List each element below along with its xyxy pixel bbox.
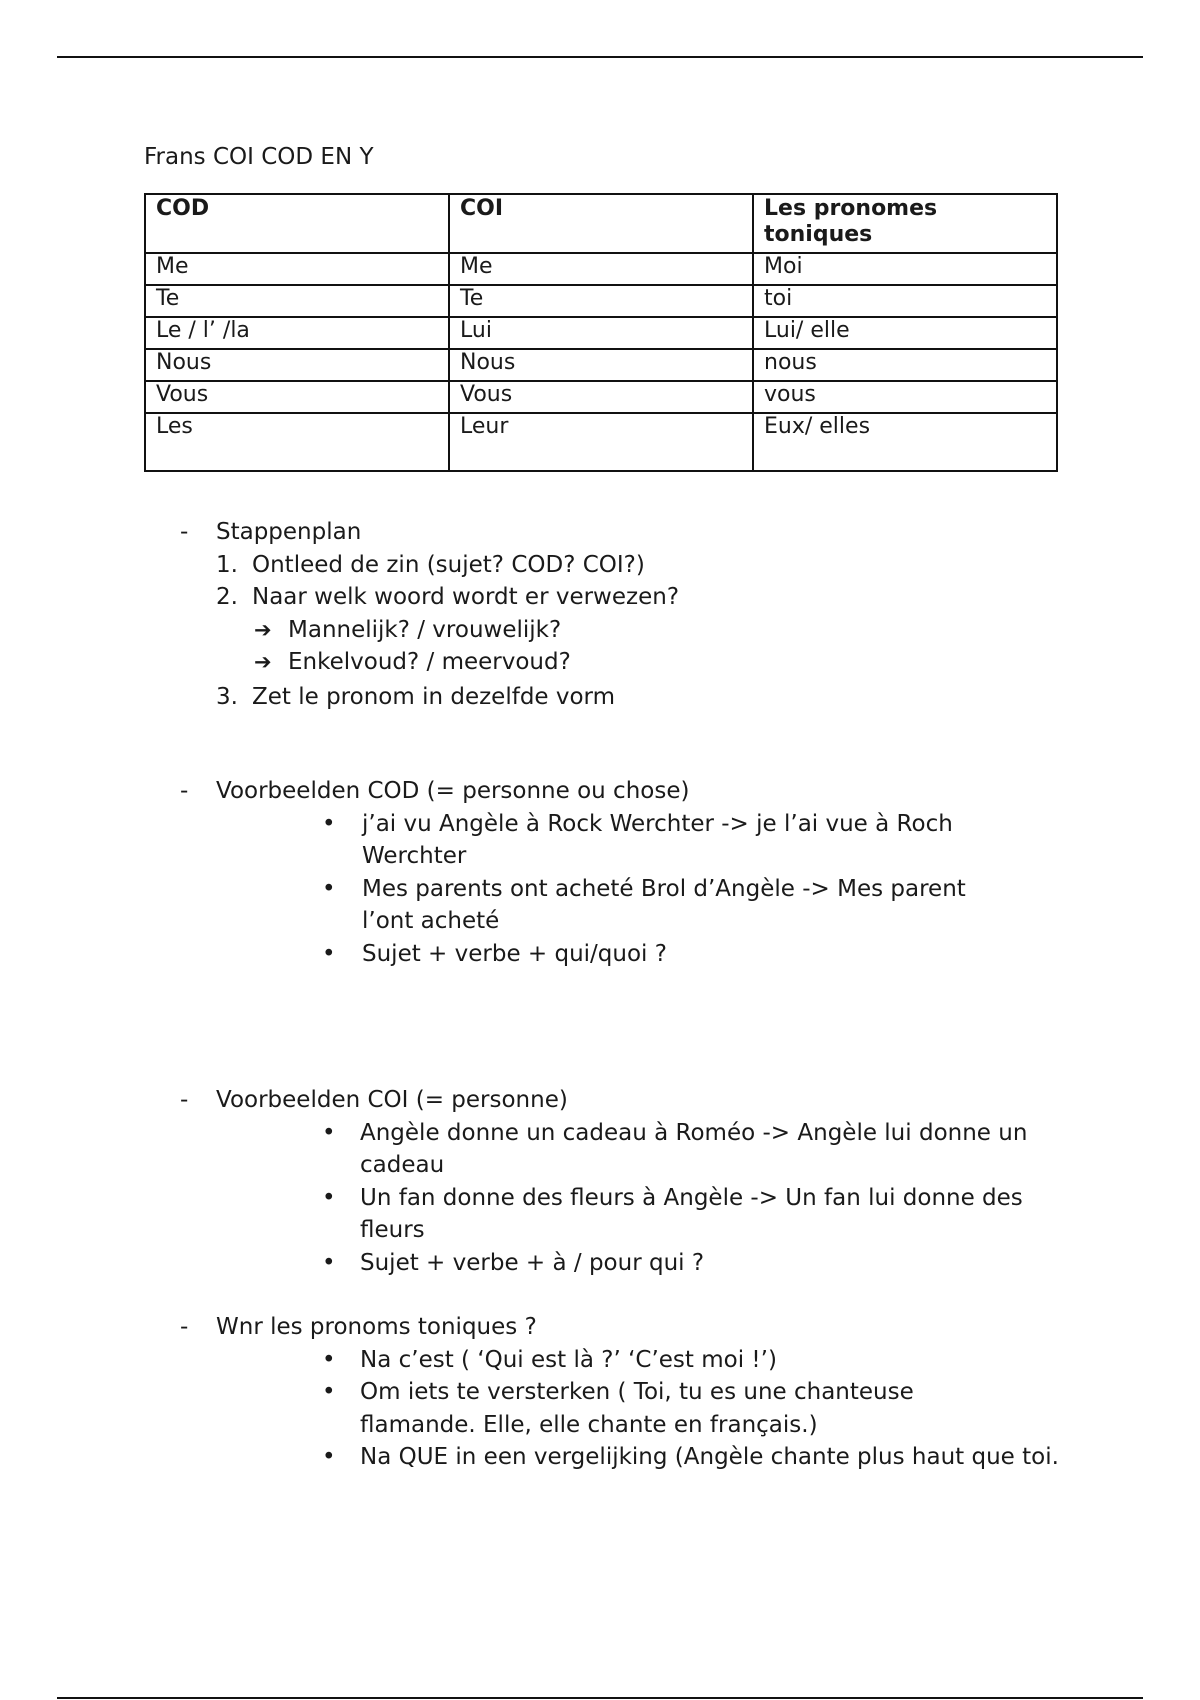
bullet-icon: • <box>322 875 336 902</box>
table-cell: vous <box>753 381 1057 413</box>
cod-section <box>180 775 1080 970</box>
dash-marker: - <box>180 1087 189 1113</box>
list-item-text: Sujet + verbe + qui/quoi ? <box>362 940 667 967</box>
step-item <box>180 581 1080 614</box>
bullet-icon: • <box>322 1379 336 1405</box>
bullet-icon: • <box>322 1119 336 1146</box>
table-cell: Vous <box>145 381 449 413</box>
table-cell: Moi <box>753 253 1057 285</box>
arrow-text: Mannelijk? / vrouwelijk? <box>288 616 562 643</box>
toniques-heading: Wnr les pronoms toniques ? <box>216 1314 537 1340</box>
column-header-cod: COD <box>145 194 449 253</box>
step-text: Naar welk woord wordt er verwezen? <box>252 584 680 610</box>
list-item <box>180 873 1080 938</box>
arrow-item <box>180 614 1080 647</box>
list-item-text: Mes parents ont acheté Brol d’Angèle -> Mes parent l’ont acheté <box>362 875 966 934</box>
table-cell: Le / l’ /la <box>145 317 449 349</box>
list-item-text: Un fan donne des fleurs à Angèle -> Un fan lui donne des fleurs <box>360 1184 1023 1243</box>
step-text: Ontleed de zin (sujet? COD? COI?) <box>252 551 645 578</box>
table-row <box>145 285 1057 317</box>
dash-marker: - <box>180 519 189 545</box>
table-cell: Me <box>145 253 449 285</box>
section-heading <box>180 1311 1080 1344</box>
table-cell: Te <box>145 285 449 317</box>
table-cell: Lui <box>449 317 753 349</box>
section-heading <box>180 1084 1080 1117</box>
step-number: 2. <box>216 584 238 610</box>
table-row <box>145 381 1057 413</box>
table-row <box>145 413 1057 471</box>
list-item-text: Angèle donne un cadeau à Roméo -> Angèle lui donne un cadeau <box>360 1119 1028 1178</box>
bullet-icon: • <box>322 940 336 967</box>
toniques-section <box>180 1311 1080 1474</box>
table-cell: Vous <box>449 381 753 413</box>
bullet-icon: • <box>322 1184 336 1211</box>
arrow-text: Enkelvoud? / meervoud? <box>288 649 571 675</box>
step-text: Zet le pronom in dezelfde vorm <box>252 683 616 710</box>
arrow-item <box>180 646 1080 679</box>
bullet-icon: • <box>322 1249 336 1276</box>
stappenplan-section <box>180 516 1080 713</box>
table-cell: Nous <box>449 349 753 381</box>
table-cell: toi <box>753 285 1057 317</box>
list-item <box>180 1182 1080 1247</box>
section-heading <box>180 516 1080 549</box>
table-cell: Me <box>449 253 753 285</box>
section-heading <box>180 775 1080 808</box>
table-cell: Te <box>449 285 753 317</box>
coi-section <box>180 1084 1080 1279</box>
table-header-row <box>145 194 1057 253</box>
table-cell: nous <box>753 349 1057 381</box>
list-item <box>180 938 1080 971</box>
coi-heading: Voorbeelden COI (= personne) <box>216 1087 568 1113</box>
table-row <box>145 317 1057 349</box>
table-cell: Leur <box>449 413 753 471</box>
document-title: Frans COI COD EN Y <box>144 144 374 170</box>
step-item <box>180 549 1080 582</box>
table-cell: Eux/ elles <box>753 413 1057 471</box>
bullet-icon: • <box>322 1444 336 1470</box>
list-item-text: Sujet + verbe + à / pour qui ? <box>360 1249 705 1276</box>
list-item <box>180 1247 1080 1280</box>
list-item <box>180 808 1080 873</box>
list-item <box>180 1344 1080 1377</box>
dash-marker: - <box>180 778 189 804</box>
table-row <box>145 349 1057 381</box>
bottom-rule <box>57 1697 1143 1699</box>
list-item <box>180 1117 1080 1182</box>
list-item-text: Na QUE in een vergelijking (Angèle chante plus haut que toi. <box>360 1444 1059 1470</box>
arrow-icon: ➔ <box>254 650 272 674</box>
step-number: 1. <box>216 551 238 578</box>
dash-marker: - <box>180 1314 189 1340</box>
bullet-icon: • <box>322 1346 336 1373</box>
table-cell: Les <box>145 413 449 471</box>
table-cell: Nous <box>145 349 449 381</box>
column-header-toniques: Les pronomes toniques <box>753 194 1057 253</box>
list-item-text: Om iets te versterken ( Toi, tu es une chanteuse flamande. Elle, elle chante en français.) <box>360 1379 914 1438</box>
top-rule <box>57 56 1143 58</box>
list-item-text: Na c’est ( ‘Qui est là ?’ ‘C’est moi !’) <box>360 1346 777 1373</box>
bullet-icon: • <box>322 810 336 837</box>
pronoun-table <box>144 193 1058 472</box>
cod-heading: Voorbeelden COD (= personne ou chose) <box>216 778 690 804</box>
step-number: 3. <box>216 683 238 710</box>
list-item-text: j’ai vu Angèle à Rock Werchter -> je l’ai vue à Roch Werchter <box>362 810 953 869</box>
table-cell: Lui/ elle <box>753 317 1057 349</box>
column-header-coi: COI <box>449 194 753 253</box>
table-row <box>145 253 1057 285</box>
arrow-icon: ➔ <box>254 617 272 642</box>
list-item <box>180 1376 1080 1441</box>
list-item <box>180 1441 1080 1474</box>
stappenplan-heading: Stappenplan <box>216 519 362 545</box>
step-item <box>180 681 1080 714</box>
